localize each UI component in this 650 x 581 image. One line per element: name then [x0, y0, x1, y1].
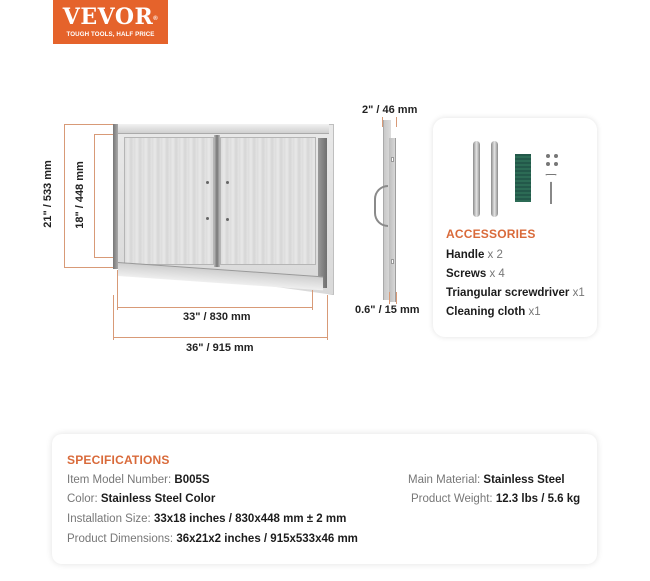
- inner-height-line: [94, 134, 95, 258]
- inner-width-label: 33" / 830 mm: [183, 311, 251, 323]
- door-right-edge: [318, 138, 327, 288]
- overall-height-line-bottom: [64, 267, 114, 268]
- list-item: Screws x 4: [446, 268, 505, 280]
- side-view-slot: [391, 157, 394, 162]
- screw-icon: [554, 154, 558, 158]
- specifications-title: SPECIFICATIONS: [67, 453, 170, 467]
- overall-width-line-left: [113, 295, 114, 340]
- handle-screw: [226, 181, 229, 184]
- handle-icon: [473, 141, 480, 217]
- accessories-image: [433, 118, 597, 218]
- spec-model-number: Item Model Number: B005S: [67, 474, 210, 486]
- screwdriver-shaft: [550, 182, 552, 204]
- flange-line-right: [396, 292, 397, 304]
- inner-height-label: 18" / 448 mm: [74, 161, 86, 229]
- specifications-card: [52, 434, 597, 564]
- right-door-panel: [220, 137, 316, 265]
- door-left-edge: [113, 124, 118, 269]
- handle-screw: [206, 217, 209, 220]
- door-center-post: [214, 135, 220, 267]
- door-top-rail: [117, 124, 329, 134]
- accessories-list: [446, 246, 585, 322]
- side-view-slot: [391, 259, 394, 264]
- logo-brand: VEVOR®: [62, 4, 159, 30]
- handle-screw: [206, 181, 209, 184]
- overall-width-line: [113, 337, 328, 338]
- depth-line-right: [396, 117, 397, 127]
- handle-screw: [226, 218, 229, 221]
- spec-product-weight: Product Weight: 12.3 lbs / 5.6 kg: [411, 493, 581, 505]
- overall-height-line: [64, 124, 65, 268]
- overall-height-label: 21" / 533 mm: [42, 160, 54, 228]
- overall-width-label: 36" / 915 mm: [186, 342, 254, 354]
- flange-line-left: [389, 292, 390, 304]
- overall-height-line-top: [64, 124, 114, 125]
- list-item: Handle x 2: [446, 249, 503, 261]
- flange-label: 0.6" / 15 mm: [355, 304, 420, 316]
- screw-icon: [546, 154, 550, 158]
- side-view-flange: [389, 138, 396, 302]
- inner-width-line-left: [117, 270, 118, 310]
- inner-width-line: [117, 307, 313, 308]
- screw-icon: [554, 162, 558, 166]
- logo-tagline: TOUGH TOOLS, HALF PRICE: [66, 31, 155, 38]
- depth-label: 2" / 46 mm: [362, 104, 418, 116]
- side-view-handle: [374, 185, 388, 227]
- accessories-card: [433, 118, 597, 337]
- left-door-panel: [124, 137, 214, 265]
- list-item: Cleaning cloth x1: [446, 306, 541, 318]
- list-item: Triangular screwdriver x1: [446, 287, 585, 299]
- vevor-logo: [53, 0, 168, 44]
- overall-width-line-right: [327, 295, 328, 340]
- screw-icon: [546, 162, 550, 166]
- cleaning-cloth-icon: [515, 154, 531, 202]
- accessories-title: ACCESSORIES: [446, 227, 536, 241]
- spec-installation-size: Installation Size: 33x18 inches / 830x448 mm ± 2 mm: [67, 513, 347, 525]
- handle-icon: [491, 141, 498, 217]
- spec-color: Color: Stainless Steel Color: [67, 493, 216, 505]
- spec-product-dimensions: Product Dimensions: 36x21x2 inches / 915x533x46 mm: [67, 533, 358, 545]
- spec-main-material: Main Material: Stainless Steel: [408, 474, 565, 486]
